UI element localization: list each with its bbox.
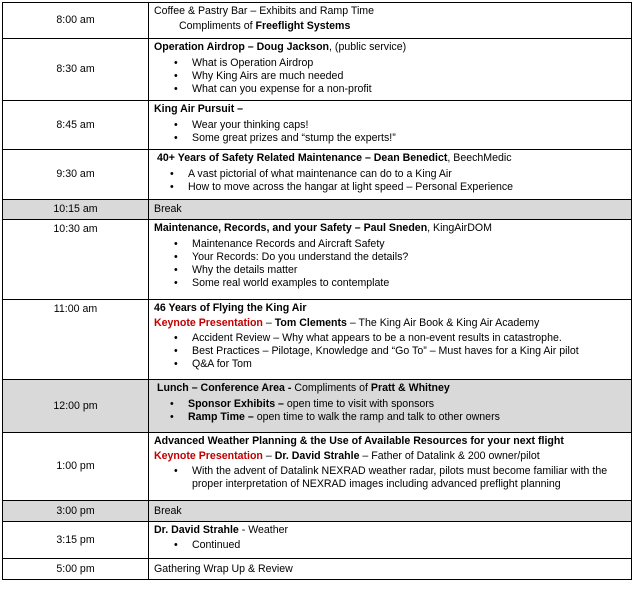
list-item: • A vast pictorial of what maintenance can do to a King Air — [170, 168, 627, 181]
session-cell — [149, 3, 632, 39]
table-row — [3, 3, 632, 39]
schedule-table — [2, 2, 632, 580]
time-cell: 3:15 pm — [3, 522, 149, 559]
bullet-list — [154, 539, 627, 552]
table-row — [3, 380, 632, 433]
sponsor-name: Pratt & Whitney — [370, 382, 450, 394]
bullet-list — [154, 168, 627, 194]
time-cell: 10:15 am — [3, 200, 149, 220]
list-item: • Ramp Time – open time to walk the ramp and talk to other owners — [170, 411, 627, 424]
session-cell — [149, 433, 632, 501]
session-title: Coffee & Pastry Bar – Exhibits and Ramp Time — [154, 5, 375, 17]
table-row — [3, 522, 632, 559]
session-cell — [149, 501, 632, 522]
session-title: 46 Years of Flying the King Air — [154, 302, 307, 314]
list-item: • How to move across the hangar at light speed – Personal Experience — [170, 181, 627, 194]
table-row — [3, 101, 632, 150]
time-cell: 8:00 am — [3, 3, 149, 39]
list-item: • Continued — [174, 539, 627, 552]
keynote-line: Keynote Presentation – Tom Clements – The King Air Book & King Air Academy — [154, 317, 540, 329]
time-cell: 3:00 pm — [3, 501, 149, 522]
session-cell — [149, 150, 632, 200]
sponsor-line: Compliments of Freeflight Systems — [179, 20, 351, 32]
session-title: Gathering Wrap Up & Review — [154, 562, 293, 575]
time-cell: 5:00 pm — [3, 559, 149, 580]
list-item: • With the advent of Datalink NEXRAD weather radar, pilots must become familiar with the proper interpretation of NEXRAD images including advanced preflight planning — [174, 465, 627, 491]
table-row — [3, 220, 632, 300]
bullet-list — [154, 119, 627, 145]
time-cell: 11:00 am — [3, 300, 149, 380]
session-cell — [149, 300, 632, 380]
list-item: • Your Records: Do you understand the details? — [174, 251, 627, 264]
time-cell: 12:00 pm — [3, 380, 149, 433]
list-item: • What can you expense for a non-profit — [174, 83, 627, 96]
sponsor-name: Freeflight Systems — [255, 20, 351, 32]
session-cell — [149, 39, 632, 101]
table-row — [3, 433, 632, 501]
session-title: Maintenance, Records, and your Safety – Paul Sneden, KingAirDOM — [154, 222, 492, 234]
list-item: • What is Operation Airdrop — [174, 57, 627, 70]
session-title: King Air Pursuit – — [154, 103, 244, 115]
session-title: Operation Airdrop – Doug Jackson, (public service) — [154, 41, 407, 53]
list-item: • Wear your thinking caps! — [174, 119, 627, 132]
table-row — [3, 200, 632, 220]
keynote-speaker: Tom Clements — [274, 317, 347, 329]
time-cell: 1:00 pm — [3, 433, 149, 501]
time-cell: 9:30 am — [3, 150, 149, 200]
list-item: • Why the details matter — [174, 264, 627, 277]
list-item: • Some real world examples to contemplate — [174, 277, 627, 290]
table-row — [3, 501, 632, 522]
list-item: • Some great prizes and “stump the experts!” — [174, 132, 627, 145]
keynote-speaker: Dr. David Strahle — [274, 450, 360, 462]
session-cell — [149, 200, 632, 220]
session-title: 40+ Years of Safety Related Maintenance – Dean Benedict, BeechMedic — [157, 152, 512, 164]
list-item: • Q&A for Tom — [174, 358, 627, 371]
table-row — [3, 559, 632, 580]
list-item: • Accident Review – Why what appears to be a non-event results in catastrophe. — [174, 332, 627, 345]
list-item: • Sponsor Exhibits – open time to visit with sponsors — [170, 398, 627, 411]
table-row — [3, 150, 632, 200]
session-title: Lunch – Conference Area - Compliments of Pratt & Whitney — [157, 382, 450, 394]
table-row — [3, 300, 632, 380]
keynote-label: Keynote Presentation — [154, 450, 263, 462]
session-cell — [149, 220, 632, 300]
table-row — [3, 39, 632, 101]
session-cell — [149, 101, 632, 150]
list-item: • Maintenance Records and Aircraft Safety — [174, 238, 627, 251]
time-cell: 8:45 am — [3, 101, 149, 150]
bullet-list — [154, 57, 627, 96]
bullet-list — [154, 238, 627, 290]
bullet-list — [154, 398, 627, 424]
session-cell — [149, 522, 632, 559]
session-cell — [149, 380, 632, 433]
session-cell — [149, 559, 632, 580]
keynote-label: Keynote Presentation — [154, 317, 263, 329]
session-title: Dr. David Strahle - Weather — [154, 524, 289, 536]
bullet-list — [154, 465, 627, 491]
list-item: • Why King Airs are much needed — [174, 70, 627, 83]
session-title: Break — [154, 203, 182, 215]
time-cell: 10:30 am — [3, 220, 149, 300]
keynote-line: Keynote Presentation – Dr. David Strahle – Father of Datalink & 200 owner/pilot — [154, 450, 540, 462]
bullet-list — [154, 332, 627, 371]
session-title: Break — [154, 504, 182, 517]
session-title: Advanced Weather Planning & the Use of Available Resources for your next flight — [154, 435, 564, 447]
list-item: • Best Practices – Pilotage, Knowledge and “Go To” – Must haves for a King Air pilot — [174, 345, 627, 358]
time-cell: 8:30 am — [3, 39, 149, 101]
